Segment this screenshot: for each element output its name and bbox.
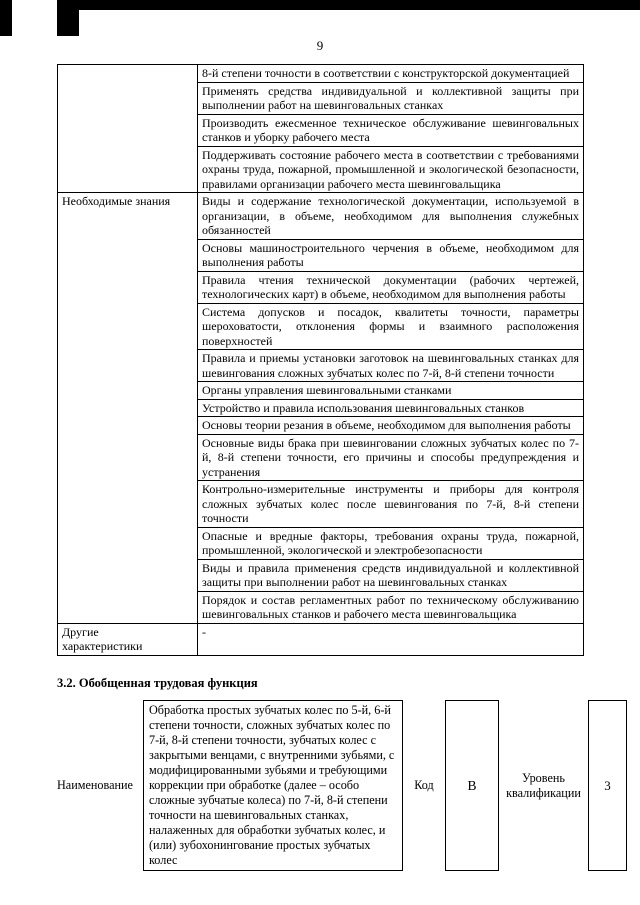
knowledge-item: Правила и приемы установки заготовок на шевинговальных станках для шевингования сложных зубчатых колес по 7-й, 8-й степени точности	[198, 350, 584, 382]
knowledge-item: Порядок и состав регламентных работ по техническому обслуживанию шевинговальных станков и рабочего места шевинговальщика	[198, 591, 584, 623]
table-row	[58, 65, 584, 83]
qualification-level-value: 3	[588, 700, 627, 871]
code-label: Код	[414, 778, 434, 792]
knowledge-item: Устройство и правила использования шевинговальных станков	[198, 399, 584, 417]
qualification-level-label: Уровень квалификации	[506, 770, 581, 800]
scan-artifact-left	[0, 0, 12, 36]
knowledge-item: Органы управления шевинговальными станками	[198, 382, 584, 400]
scan-artifact-top-bar	[79, 0, 640, 10]
table-row	[58, 193, 584, 240]
knowledge-item: Основы теории резания в объеме, необходимом для выполнения работы	[198, 417, 584, 435]
other-characteristics-value: -	[198, 623, 584, 655]
code-value: В	[445, 700, 499, 871]
table-row	[58, 623, 584, 655]
knowledge-item: Виды и правила применения средств индивидуальной и коллективной защиты при выполнении работ на шевинговальных станках	[198, 559, 584, 591]
section-heading: 3.2. Обобщенная трудовая функция	[57, 676, 258, 690]
knowledge-item: Виды и содержание технологической документации, используемой в организации, в объеме, необходимом для выполнения служебных обязанностей	[198, 193, 584, 240]
knowledge-item: Опасные и вредные факторы, требования охраны труда, пожарной, промышленной, экологической и электробезопасности	[198, 527, 584, 559]
generalized-function-table	[57, 700, 627, 871]
knowledge-item: Основы машиностроительного черчения в объеме, необходимом для выполнения работы	[198, 239, 584, 271]
knowledge-item: Система допусков и посадок, квалитеты точности, параметры шероховатости, отклонения формы и взаимного расположения поверхностей	[198, 303, 584, 350]
skill-item: 8-й степени точности в соответствии с конструкторской документацией	[198, 65, 584, 83]
scan-artifact-corner	[57, 0, 79, 36]
empty-label-cell	[58, 65, 198, 193]
other-characteristics-label: Другие характеристики	[58, 623, 198, 655]
knowledge-item: Основные виды брака при шевинговании сложных зубчатых колес по 7-й, 8-й степени точности, его причины и способы предупреждения и устранения	[198, 434, 584, 481]
page-number: 9	[316, 38, 324, 53]
requirements-table	[57, 64, 584, 656]
knowledge-item: Правила чтения технической документации (рабочих чертежей, технологических карт) в объеме, необходимом для выполнения работы	[198, 271, 584, 303]
name-label: Наименование	[57, 778, 133, 792]
knowledge-section-label: Необходимые знания	[58, 193, 198, 624]
knowledge-item: Контрольно-измерительные инструменты и приборы для контроля сложных зубчатых колес после шевингования по 7-й, 8-й степени точности	[198, 481, 584, 528]
skill-item: Поддерживать состояние рабочего места в соответствии с требованиями охраны труда, пожарной, промышленной и экологической безопасности, правилами организации рабочего места шевинговальщика	[198, 146, 584, 193]
skill-item: Применять средства индивидуальной и коллективной защиты при выполнении работ на шевинговальных станках	[198, 82, 584, 114]
function-name-value: Обработка простых зубчатых колес по 5-й, 6-й степени точности, сложных зубчатых колес по 7-й, 8-й степени точности, зубчатых колес с закрытыми венцами, с внутренними зубьями, с модифицированными зубьями и требующими коррекции при обработке (далее – особо сложные зубчатые колеса) по 7-й, 8-й степени точности на шевинговальных станках, налаженных для обработки зубчатых колес, и (или) зубохонингование простых зубчатых колес	[143, 700, 403, 871]
skill-item: Производить ежесменное техническое обслуживание шевинговальных станков и уборку рабочего места	[198, 114, 584, 146]
